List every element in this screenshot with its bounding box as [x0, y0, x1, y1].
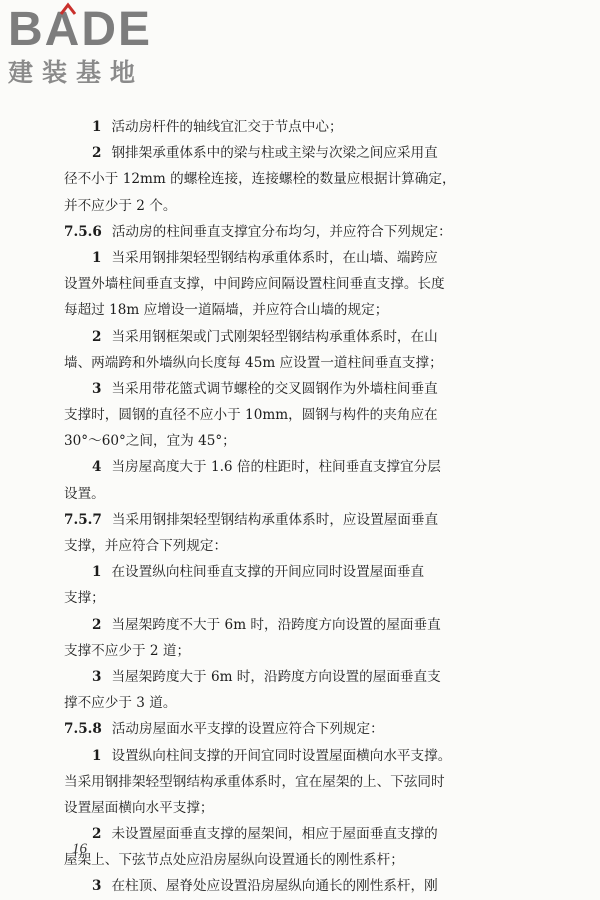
list-item — [64, 140, 542, 219]
list-item — [64, 612, 542, 664]
text-line — [64, 428, 542, 454]
text-line — [64, 324, 542, 350]
line-text: 设置屋面横向水平支撑； — [64, 799, 214, 816]
line-text: 屋架上、下弦节点处应沿房屋纵向设置通长的刚性系杆； — [64, 852, 404, 869]
page-number: 16 — [72, 841, 87, 857]
text-line — [64, 297, 542, 323]
clause-paragraph — [64, 507, 542, 559]
line-text: 设置纵向柱间支撑的开间宜同时设置屋面横向水平支撑。 — [111, 747, 452, 764]
line-text: 撑不应少于 3 道。 — [64, 695, 177, 712]
item-number: 1 — [92, 119, 102, 135]
line-text: 当屋架跨度大于 6m 时，沿跨度方向设置的屋面垂直支 — [111, 668, 441, 685]
text-line — [64, 140, 542, 166]
text-line — [64, 245, 542, 271]
line-text: 当采用钢排架轻型钢结构承重体系时，宜在屋架的上、下弦同时 — [64, 773, 445, 790]
text-line — [64, 769, 542, 795]
clause-paragraph — [64, 716, 542, 742]
text-line — [64, 559, 542, 585]
line-text: 活动房屋面水平支撑的设置应符合下列规定： — [111, 721, 384, 738]
brand-logo — [8, 4, 183, 96]
line-text: 设置。 — [64, 485, 105, 502]
line-text: 每超过 18m 应增设一道隔墙，并应符合山墙的规定； — [64, 302, 389, 319]
text-line — [64, 612, 542, 638]
text-line — [64, 690, 542, 716]
line-text: 墙、两端跨和外墙纵向长度每 45m 应设置一道柱间垂直支撑； — [64, 354, 443, 371]
text-line — [64, 350, 542, 376]
text-line — [64, 402, 542, 428]
text-line — [64, 166, 542, 192]
line-text: 支撑时，圆钢的直径不应小于 10mm，圆钢与构件的夹角应在 — [64, 407, 438, 424]
item-number: 1 — [92, 249, 102, 266]
line-text: 支撑； — [64, 590, 105, 607]
text-line — [64, 376, 542, 402]
text-line — [64, 454, 542, 480]
logo-roof-mark — [60, 2, 76, 16]
line-text: 支撑不应少于 2 道； — [64, 642, 191, 659]
line-text: 当采用钢排架轻型钢结构承重体系时，在山墙、端跨应 — [111, 249, 438, 266]
item-number: 1 — [92, 747, 102, 764]
text-line — [64, 114, 542, 140]
item-number: 2 — [92, 328, 102, 345]
text-line — [64, 585, 542, 611]
list-item — [64, 245, 542, 324]
text-line — [64, 533, 542, 559]
text-line — [64, 219, 542, 245]
logo-brand-text: BADE — [8, 3, 153, 56]
list-item — [64, 376, 542, 455]
text-line — [64, 193, 542, 219]
text-line — [64, 271, 542, 297]
list-item — [64, 664, 542, 716]
text-line — [64, 638, 542, 664]
line-text: 钢排架承重体系中的梁与柱或主梁与次梁之间应采用直 — [111, 145, 438, 162]
text-line — [64, 664, 542, 690]
item-number: 2 — [92, 616, 102, 633]
text-line — [64, 847, 542, 873]
line-text: 30°～60°之间，宜为 45°； — [64, 433, 236, 450]
item-number: 3 — [92, 878, 102, 895]
line-text: 当采用钢框架或门式刚架轻型钢结构承重体系时，在山 — [111, 328, 438, 345]
list-item — [64, 454, 542, 506]
item-number: 1 — [92, 564, 102, 581]
text-line — [64, 821, 542, 847]
line-text: 并不应少于 2 个。 — [64, 197, 177, 214]
text-line — [64, 873, 542, 899]
text-line — [64, 716, 542, 742]
line-text: 当采用钢排架轻型钢结构承重体系时，应设置屋面垂直 — [111, 511, 439, 528]
list-item — [64, 873, 542, 899]
line-text: 当采用带花篮式调节螺栓的交叉圆钢作为外墙柱间垂直 — [111, 380, 438, 397]
line-text: 在设置纵向柱间垂直支撑的开间应同时设置屋面垂直 — [111, 564, 425, 581]
text-line — [64, 743, 542, 769]
item-number: 4 — [92, 459, 102, 476]
line-text: 未设置屋面垂直支撑的屋架间，相应于屋面垂直支撑的 — [111, 826, 438, 843]
item-number: 3 — [92, 380, 102, 397]
text-line — [64, 507, 542, 533]
document-body — [64, 114, 542, 900]
line-text: 当房屋高度大于 1.6 倍的柱距时，柱间垂直支撑宜分层 — [111, 459, 441, 476]
line-text: 径不小于 12mm 的螺栓连接，连接螺栓的数量应根据计算确定， — [64, 171, 456, 188]
list-item — [64, 743, 542, 822]
line-text: 活动房杆件的轴线宜汇交于节点中心； — [111, 119, 343, 135]
item-number: 3 — [92, 668, 102, 685]
text-line — [64, 795, 542, 821]
list-item — [64, 559, 542, 611]
clause-number: 7.5.7 — [64, 511, 102, 528]
line-text: 活动房的柱间垂直支撑宜分布均匀，并应符合下列规定： — [111, 223, 452, 240]
list-item — [64, 324, 542, 376]
item-number: 2 — [92, 826, 102, 843]
list-item — [64, 821, 542, 873]
item-number: 2 — [92, 145, 102, 162]
list-item — [64, 114, 542, 140]
line-text: 设置外墙柱间垂直支撑，中间跨应间隔设置柱间垂直支撑。长度 — [64, 276, 445, 293]
line-text: 支撑，并应符合下列规定： — [64, 538, 228, 554]
line-text: 在柱顶、屋脊处应设置沿房屋纵向通长的刚性系杆，刚 — [111, 878, 438, 895]
logo-subtitle: 建装基地 — [8, 58, 145, 87]
clause-paragraph — [64, 219, 542, 245]
line-text: 当屋架跨度不大于 6m 时，沿跨度方向设置的屋面垂直 — [111, 616, 441, 633]
clause-number: 7.5.8 — [64, 721, 102, 738]
clause-number: 7.5.6 — [64, 223, 102, 240]
text-line — [64, 481, 542, 507]
